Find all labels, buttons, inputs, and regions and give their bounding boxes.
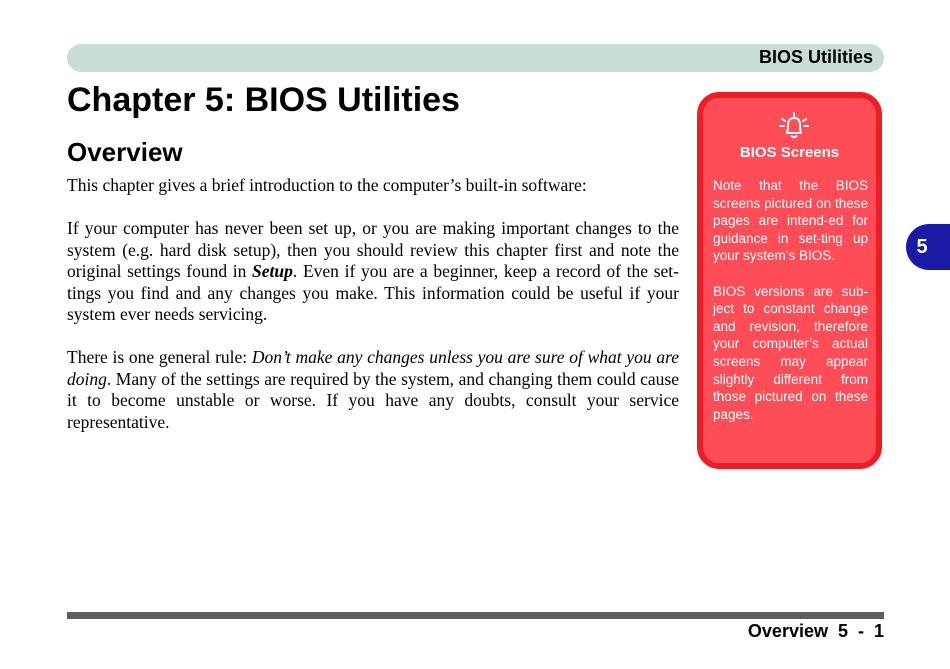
setup-paragraph-start: If your computer has never been set up, or you are making important changes to the system (e.g. hard disk setup), then you should review this chapter first and note the original settings found in [67, 218, 679, 281]
section-title: Overview [67, 137, 183, 167]
setup-term: Setup [252, 261, 293, 281]
chapter-title: Chapter 5: BIOS Utilities [67, 81, 460, 119]
chapter-tab [906, 224, 950, 270]
sidebox-note-2: BIOS versions are sub-ject to constant change and revision, therefore your computer’s actual screens may appear slightly different from those pictured on these pages. [713, 283, 868, 422]
page-footer: Overview 5 - 1 [747, 621, 884, 641]
intro-paragraph: This chapter gives a brief introduction to the computer’s built-in software: [67, 175, 587, 195]
footer-rule [67, 612, 884, 619]
sidebox-text [713, 177, 868, 441]
header-bar [67, 44, 884, 72]
rule-paragraph-start: There is one general rule: [67, 347, 252, 367]
sidebox-note-1: Note that the BIOS screens pictured on these pages are intend-ed for guidance in set-ting up your system’s BIOS. [713, 178, 868, 264]
body-text [67, 175, 679, 455]
note-sidebox [697, 92, 882, 469]
setup-paragraph-end: . Even if you are a beginner, keep a record of the set-tings you find and any changes you make. This information could be useful if your system ever needs servicing. [67, 261, 679, 324]
sidebox-title: BIOS Screens [739, 144, 840, 161]
bell-alert-icon [778, 110, 810, 140]
rule-paragraph [67, 347, 679, 433]
running-header: BIOS Utilities [758, 47, 873, 67]
chapter-number: 5 [916, 236, 928, 258]
setup-paragraph [67, 218, 679, 326]
general-rule: Don’t make any changes unless you are sure of what you are doing [67, 347, 680, 389]
rule-paragraph-end: . Many of the settings are required by the system, and changing them could cause it to become unstable or worse. If you have any doubts, consult your service representative. [67, 368, 679, 432]
